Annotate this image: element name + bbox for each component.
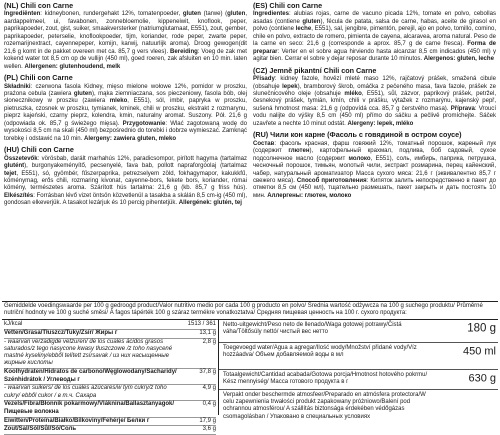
text-segment: глютен xyxy=(288,148,310,155)
text-segment: молоко xyxy=(348,155,371,162)
nutrition-row xyxy=(4,321,216,330)
nutrition-label: kJ/kcal xyxy=(4,321,23,327)
text-segment: Аллергены: глютен, молоко xyxy=(267,192,352,199)
text-segment: ), картофельный крахмал, подлива, боб садовый, сухое подсолнечное масло (содержит xyxy=(253,148,496,162)
text-segment: Alergenos: gluten, leche xyxy=(423,56,494,63)
text-segment: gluten xyxy=(182,11,201,18)
text-segment: ), fécula de patata, salsa de carne, habas, aceite de girasol en polvo (contiene xyxy=(253,18,496,33)
section-title: (NL) Chili con Carne xyxy=(4,1,74,10)
text-segment: Alergeny: zawiera gluten, mleko xyxy=(84,135,177,142)
nutrition-table xyxy=(4,321,216,435)
text-segment: : kidney fazole, hovězí mleté maso 12%, rajčatový prášek, smažená cibule (obsahuje xyxy=(253,76,496,90)
nutrition-row xyxy=(4,369,216,385)
row-divider xyxy=(219,342,498,343)
text-segment: Bereiding xyxy=(169,48,198,55)
quantity-value: 450 ml xyxy=(462,345,496,358)
nutrition-label: Zout/Sal/Sól/Sůl/Só/Соль xyxy=(4,426,77,433)
text-segment: Forma de preparar xyxy=(253,41,496,55)
quantity-value: 630 g xyxy=(468,372,496,385)
nutrition-label: Eiwitten/Proteína/Białko/Bílkoviny/Fehérje/ Белки г xyxy=(4,417,150,424)
text-segment: Składniki xyxy=(4,83,31,90)
nutrition-row xyxy=(4,339,216,370)
section-es xyxy=(253,2,496,64)
nutrition-value: 1513 / 361 xyxy=(187,321,216,327)
text-segment: Összetevők xyxy=(4,155,38,162)
text-segment: Allergenen: glutenhoudend, melk xyxy=(24,63,121,70)
text-segment: Příprava xyxy=(450,105,475,112)
text-segment: , E551), sůl, zázvor, paprikový prášek, petržel, česnekový prášek, tymián, kmín, chili v prášku, výtažek z rozmarýnu, kajenský pepř, sušená hmotnost masa: 21,6 g (odpovídá cca. 85,7 g čerstvého masa). xyxy=(253,90,497,112)
divider-top xyxy=(2,301,498,302)
nutrition-label: Vezels/Fibra/Błonnik pokarmowy/Vláknina/Ballasztanyagok/ Пищевые волокна xyxy=(4,401,175,415)
text-segment: Elkészítés xyxy=(4,192,34,199)
text-segment: Состав xyxy=(253,140,275,147)
section-title: (CZ) Jemně pikantní Chili con Carne xyxy=(253,65,377,75)
nutrition-value: 13,1 g xyxy=(199,329,216,336)
quantity-row xyxy=(223,372,496,386)
nutrition-intro: Gemiddelde voedingswaarde per 100 g gedroogd product/Valor nutritivo medio por cada 100 g producto en polvo/ Średnia wartość odżywcza na 100 g suchego produktu/ Průměrné nutriční hodnoty ve 100 g suché směsi/ Á fagos tápérték 100 g száraz termékre vonatkoztatva/ Средняя пищевая ценность на 100 г. сухого продукта: xyxy=(4,303,483,317)
text-segment: Przygotowanie xyxy=(122,120,166,127)
nutrition-row xyxy=(4,401,216,417)
section-ru xyxy=(253,131,496,200)
quantity-value: 180 g xyxy=(467,322,496,335)
text-segment: gluten xyxy=(302,18,321,25)
nutrition-value: 2,8 g xyxy=(202,338,216,345)
text-segment: , Е551), соль, имбирь, паприка, петрушка, чесночный порошок, тимьян, молотый чили, экстракт розмарина, перец кайенский, чабер, натуральный ароматизатор Масса сухого мяса: 21,6 г (эквивалентно 85,7 г свежего мяса). xyxy=(253,155,496,184)
nutrition-value: 0,4 g xyxy=(202,401,216,408)
nutrition-value: 37,8 g xyxy=(199,369,216,376)
section-title: (ES) Chili con Carne xyxy=(253,1,323,10)
text-segment: (tarwe) ( xyxy=(200,11,228,18)
right-column xyxy=(253,2,496,211)
nutrition-row xyxy=(4,418,216,427)
text-segment: : Wlać zagotowaną wodę do wysokości 8,5 cm na skali (450 ml) bezpośrednio do torebki i dobrze wymieszać. Zamknąć torebkę i odstawić na 10 min. xyxy=(4,120,248,142)
text-segment: tejet xyxy=(4,170,17,177)
text-segment: , E551), só, gyömbér, fűszerpaprika, petrezselyem zöld, fokhagymapor, kakukkfű, köménymag, erős chili, rozmaring kivonat, cayenne-bors, fekete bors, koriander, római kömény, természetes aroma. Szárított hús tartalma: 21,6 g (kb. 85,7 g friss hús). xyxy=(4,170,247,192)
text-segment: : alubias rojas, carne de vacuno picada 12%, tomate en polvo, cebollas asadas (contiene xyxy=(253,11,496,25)
text-segment: Alergeny: lepek, mléko xyxy=(347,120,414,127)
row-divider xyxy=(219,389,498,390)
quantity-label: Netto-uitgewicht/Peso neto de llenado/Waga gotowej potrawy/Čistá váha/Töltősúly nettó/ чистый вес нетто xyxy=(223,322,402,336)
table-divider xyxy=(218,319,219,415)
quantity-row xyxy=(223,322,496,336)
text-segment: : Voeg de zak met kokend water tot 8,5 cm op de vullijn (450 ml), goed roeren, zak afsluiten en 10 min. laten wellen. xyxy=(4,48,247,70)
text-segment: : фасоль красная, фарш говяжий 12%, томатный порошок, жареный лук (содержит xyxy=(253,140,496,155)
text-segment: mleko xyxy=(109,98,128,105)
text-segment: Способ приготовления xyxy=(296,177,367,184)
text-segment: gluten xyxy=(227,11,246,18)
ingredient-columns xyxy=(4,2,496,211)
section-title: (PL) Chili con Carne xyxy=(4,73,73,83)
divider-table xyxy=(2,319,498,320)
text-segment: : Forrásban lévő vizet öntsön közvetlenül a tasakba a skálán 8,5 cm-ig (450 ml), gondosan elkeverjük. A tasakot lezárjuk és 10 percig pihentetjük. xyxy=(4,192,248,207)
section-title: (RU) Чили кон карне (Фасоль с говядиной в остром соусе) xyxy=(253,130,462,140)
text-segment: , E551), sal, jengibre, pimentón, perejil, ajo en polvo, tomillo, comino, chile en polvo, extracto de romero, pimienta de cayena, alcaravea, aroma natural. Peso de la carne en seco: 21,6 g (corresponde a aprox. 85,7 g de carne fresca). xyxy=(253,26,496,48)
nutrition-value: 17,9 g xyxy=(199,417,216,424)
section-cz xyxy=(253,67,496,129)
nutrition-label: - waarvan suikers/ de los cuales azúcares/w tym cukry/z toho cukry/ ebből cukor / в т.ч. Сахара xyxy=(4,385,167,399)
quantity-row xyxy=(223,345,496,359)
text-segment: Ingrediënten xyxy=(4,11,41,18)
left-column xyxy=(4,2,247,211)
text-segment: : kidneybonen, rundergehakt 12%, tomatenpoeder, xyxy=(40,11,183,18)
nutrition-label: - waarvan verzadigde vetzuren/ de los cuales ácidos grasos saturados/z tego nasycone kwasy tłuszczowe /z toho nasycené mastné kyseliny/ebből telített zsírsavak / из них насыщенные жирные кислоты xyxy=(4,338,173,367)
text-segment: : Verter en el sobre agua hirviendo hasta alcanzar 8,5 cm indicados (450 ml) y agitar bien. Cerrar el sobre y dejar reposar durante 10 minutos. xyxy=(253,48,496,63)
text-segment: , E551), sól, imbir, papryka w proszku, pietruszka, czosnek w proszku, tymianek, kminek, chili w proszku, ekstrakt z rozmarynu, pieprz kajeński, czarny pieprz, kolendra, kmin, naturalny aromat. Suszony. Pół. 21,6 g (odpowiada ok. 85,7 g świeżego mięsa). xyxy=(4,98,247,127)
text-segment: leche xyxy=(295,26,312,33)
text-segment: : Кипяток залить непосредственно в пакет до отметки 8,5 см (450 мл), тщательно размешать, пакет закрыть и дать постоять 10 мин. xyxy=(253,177,496,199)
nutrition-label: Vetten/Grasa/Tłuszcz/Tuky/Zsír/ Жиры г xyxy=(4,329,118,336)
text-segment: , aardappelmeel, ui, favabonen, zonnebloemolie, kippeneiwit, knoflook, peper, paprikapoeder, zout, gist, suiker, smaakversterker (natriumglutamaat, E551), zout, gember, paprikapoeder, peterselie, knoflookpoeder, tijm, koriander, rode peper, zwarte peper, rozemarijnextract, cayennepeper, komijn, karwij, natuurlijk aroma). Droog gewogen(dit 21,6 g komt in de pakket overeen met ca. 85,7 g vers vlees). xyxy=(4,11,247,55)
text-segment: ), bramborový škrob, omáčka z pečeného masa, fava fazole, prášek ze slunečnicového oleje (obsahuje xyxy=(253,83,496,97)
text-segment: gluten xyxy=(73,90,92,97)
text-segment: : Vroucí vodu nalijte do výšky 8,5 cm (450 ml) přímo do sáčku a pečlivě promíchejte. Sáček uzavřete a nechte 10 minut odstát. xyxy=(253,105,496,127)
nutrition-value: 3,6 g xyxy=(202,426,216,433)
nutrition-value: 4,9 g xyxy=(202,385,216,392)
text-segment: : vörösbab, darált marhahús 12%, paradicsompor, pirított hagyma (tartalmaz xyxy=(37,155,247,162)
text-segment: Allergének: glutén, tej xyxy=(178,200,242,207)
text-segment: ), mąka ziemniaczana, sos pieczeniowy, fasola bób, olej słonecznikowy w proszku (zawiera xyxy=(4,90,247,105)
section-hu xyxy=(4,146,247,208)
text-segment: Přísady xyxy=(253,76,275,83)
section-pl xyxy=(4,74,247,143)
text-segment: mléko xyxy=(344,90,362,97)
quantity-label: Totaalgewicht/Cantidad acabada/Gotowa porcja/Hmotnost hotového pokrmu/ Kész mennyiség/ Масса готового продукта в г xyxy=(223,372,428,386)
nutrition-label: Koolhydraten/Hidratos de carbono/Węglowodany/Sacharidy/ Szénhidrátok / Углеводы г xyxy=(4,369,177,383)
row-divider xyxy=(219,369,498,370)
section-title: (HU) Chili con Carne xyxy=(4,145,74,155)
section-nl xyxy=(4,2,247,71)
quantity-label: Toegevoegd water/Agua a agregar/Ilość wody/Množství přidané vody/Víz hozzáadva/ Объем добавляемой воды в мл xyxy=(223,345,417,359)
text-segment: lepek xyxy=(282,83,298,90)
text-segment: ), burgonyakeményítő, pecsenyelé, fava bab, pollott napraforgóolaj (tartalmaz xyxy=(24,163,247,170)
quantity-row xyxy=(223,392,496,421)
nutrition-row xyxy=(4,426,216,435)
quantity-label: Verpakt onder beschermde atmosfeer/Preparado en atmósfera protectora/W celu zapewnienia trwałości produkt zapakowany próżniowo/Balení pod ochrannou atmosférou/ A szállítás biztonsága érdekében védőgázas csomagolásban / Упаковано в специальных условиях xyxy=(223,392,426,420)
text-segment: Ingredientes xyxy=(253,11,289,18)
nutrition-row xyxy=(4,330,216,339)
nutrition-row xyxy=(4,385,216,401)
text-segment: glutént xyxy=(4,163,25,170)
text-segment: : czerwona fasola Kidney, mięso mielone wołowe 12%, pomidor w proszku, prażona cebula (zawiera xyxy=(4,83,247,97)
